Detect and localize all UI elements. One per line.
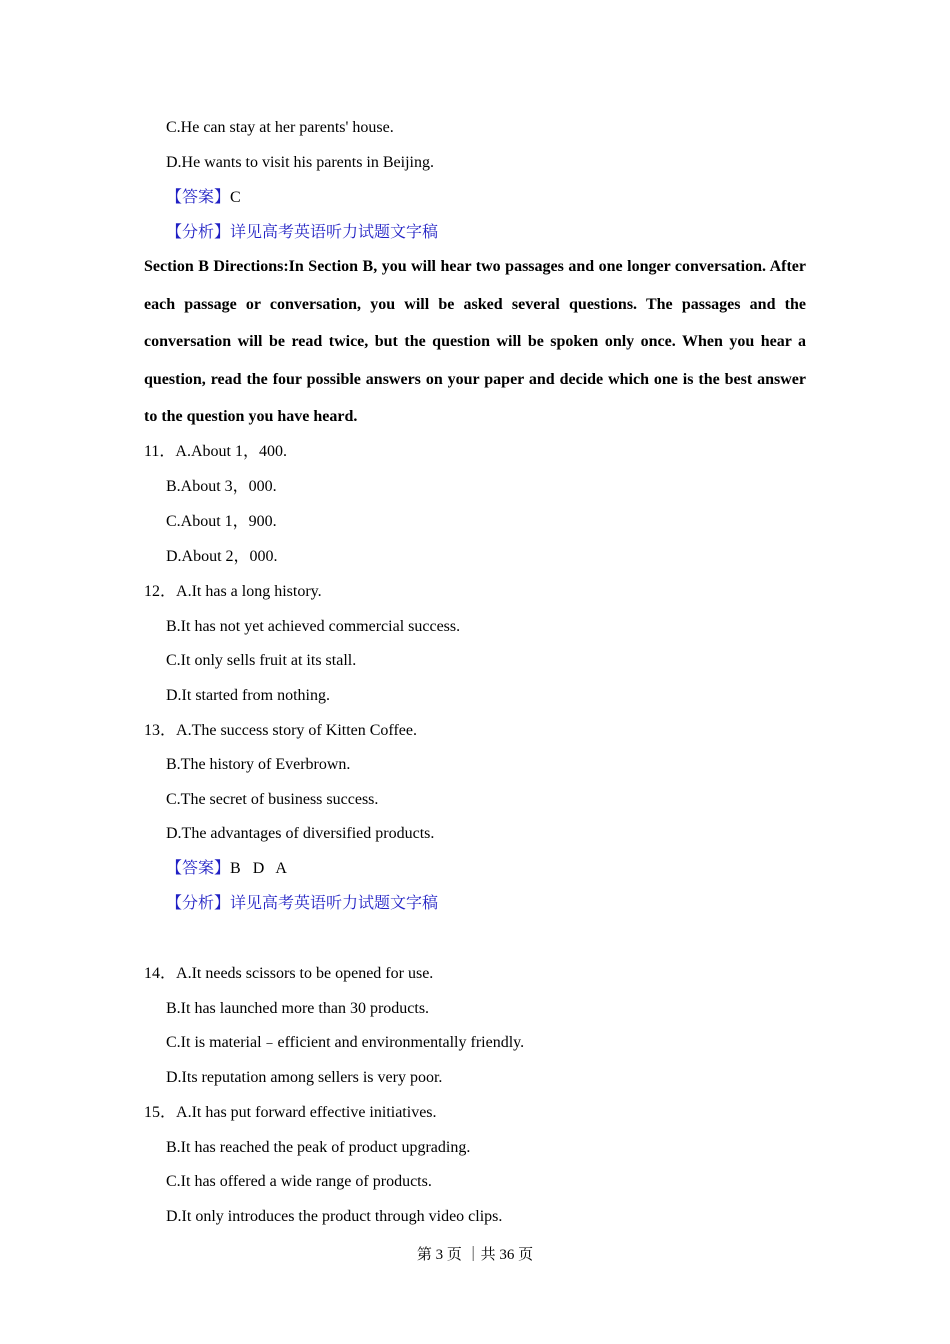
answer-label: 【答案】 [166,189,231,206]
option-a: A.It has put forward effective initiatives. [176,1104,437,1121]
option-a: A.It has a long history. [176,583,322,600]
question-12-a [144,582,322,602]
question-13-b: B.The history of Everbrown. [166,756,351,773]
section-b-directions: Section B Directions:In Section B, you will hear two passages and one longer conversation. After each passage or conversation, you will be asked several questions. The passages and the conversation will be read twice, but the question will be spoken only once. When you hear a question, read the four possible answers on your paper and decide which one is the best answer to the question you have heard. [144,258,806,425]
question-12-c: C.It only sells fruit at its stall. [166,652,357,669]
question-14-c: C.It is material﹣efficient and environmentally friendly. [166,1034,525,1051]
analysis-label: 【分析】 [166,224,231,241]
question-number: 15． [144,1104,177,1121]
answer-1 [166,188,241,208]
analysis-text: 详见高考英语听力试题文字稿 [230,895,439,912]
option-d-prev: D.He wants to visit his parents in Beijing. [166,154,434,171]
question-15-b: B.It has reached the peak of product upgrading. [166,1139,471,1156]
option-c-prev: C.He can stay at her parents' house. [166,119,394,136]
question-11-b: B.About 3，000. [166,478,277,495]
answer-2 [166,859,287,879]
question-number: 14． [144,965,177,982]
analysis-2 [166,894,438,914]
question-15-c: C.It has offered a wide range of products. [166,1173,432,1190]
analysis-text: 详见高考英语听力试题文字稿 [230,224,439,241]
question-15-d: D.It only introduces the product through video clips. [166,1208,503,1225]
analysis-1 [166,223,438,243]
question-number: 13． [144,722,177,739]
question-number: 12． [144,583,177,600]
option-a: A.It needs scissors to be opened for use. [176,965,434,982]
answer-value: C [230,189,241,206]
question-number: 11． [144,443,176,460]
question-12-d: D.It started from nothing. [166,687,330,704]
option-a: A.The success story of Kitten Coffee. [176,722,417,739]
question-13-d: D.The advantages of diversified products. [166,825,435,842]
question-14-b: B.It has launched more than 30 products. [166,1000,430,1017]
question-11-c: C.About 1，900. [166,513,277,530]
answer-value: B D A [230,860,287,877]
question-13-a [144,721,417,741]
page-footer: 第 3 页 ｜共 36 页 [416,1247,534,1263]
analysis-label: 【分析】 [166,895,231,912]
question-12-b: B.It has not yet achieved commercial success. [166,618,461,635]
answer-label: 【答案】 [166,860,231,877]
question-14-a [144,964,433,984]
question-13-c: C.The secret of business success. [166,791,379,808]
question-11-d: D.About 2，000. [166,548,278,565]
question-15-a [144,1103,437,1123]
option-a: A.About 1，400. [175,443,287,460]
question-14-d: D.Its reputation among sellers is very poor. [166,1069,443,1086]
question-11-a [144,442,287,462]
